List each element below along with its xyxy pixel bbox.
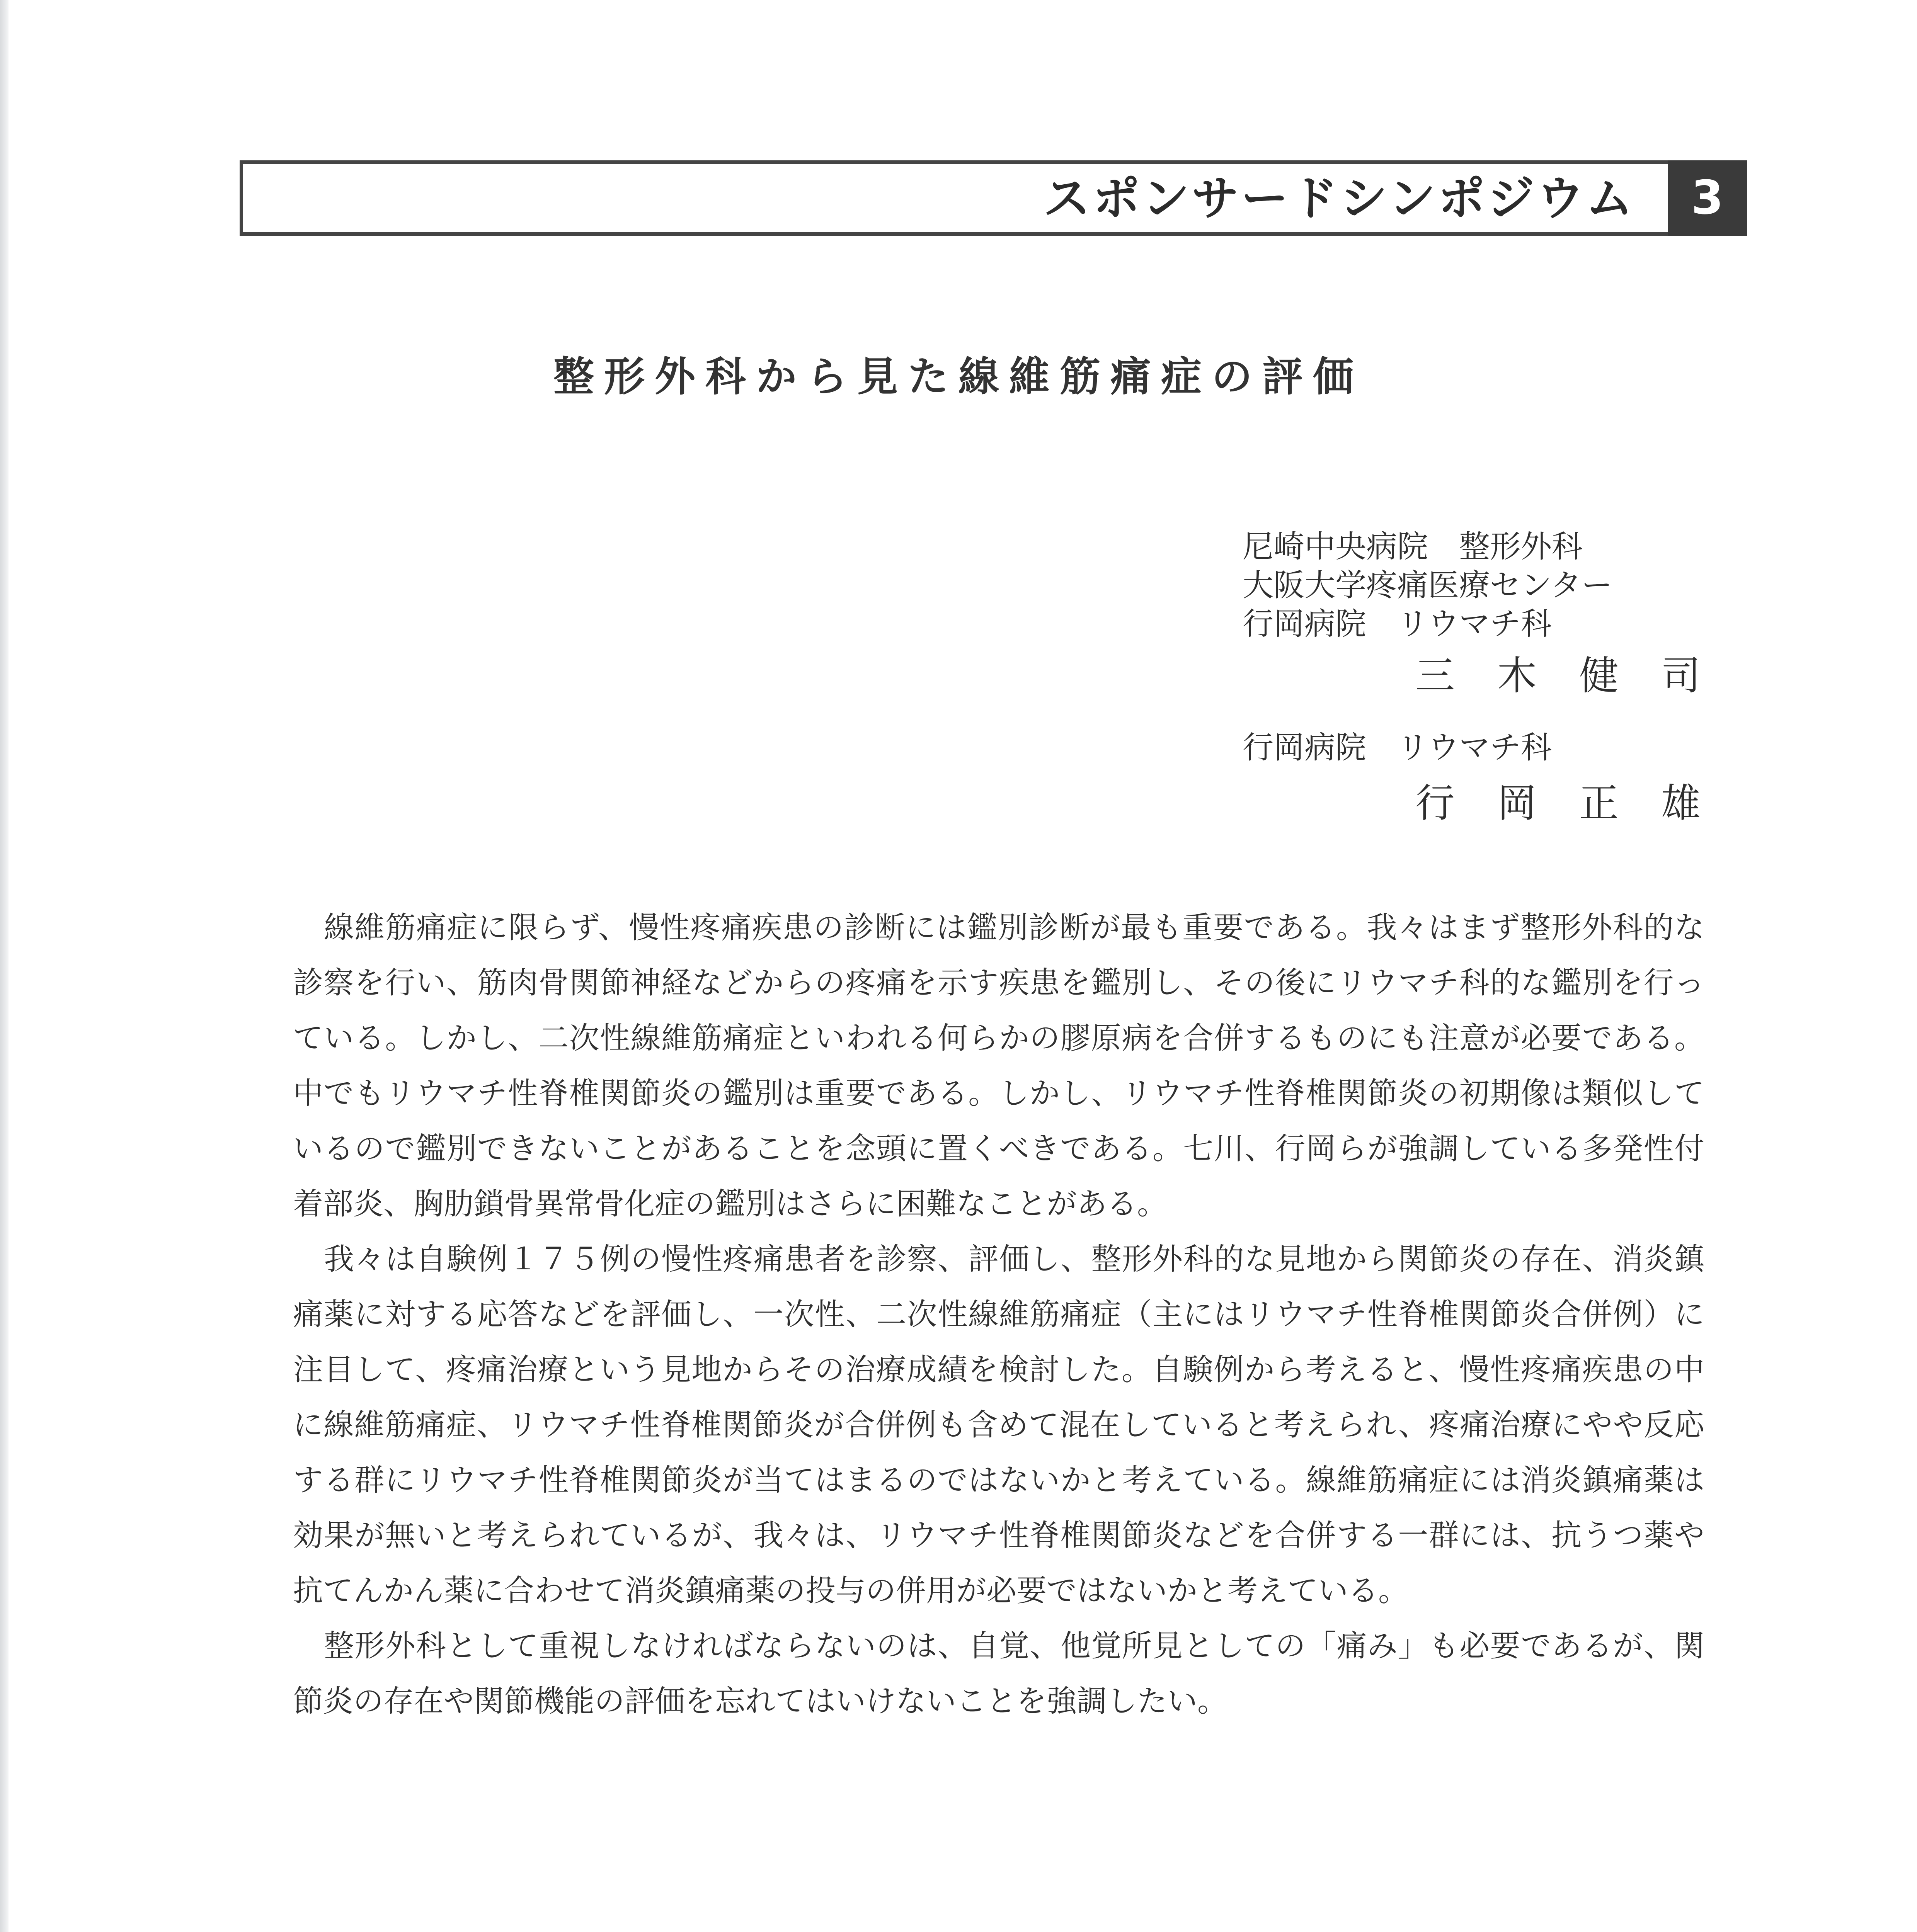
author-1-affiliation-2: 大阪大学疼痛医療センター [1243, 567, 1612, 603]
author-1-affiliation-1: 尼崎中央病院 整形外科 [1243, 529, 1583, 565]
author-2-name: 行岡正雄 [1415, 781, 1743, 827]
author-1-name: 三木健司 [1415, 653, 1743, 699]
page-edge [0, 0, 9, 1932]
banner-number-badge: 3 [1668, 160, 1747, 236]
abstract-paragraph: 整形外科として重視しなければならないのは、自覚、他覚所見としての「痛み」も必要であるが、関節炎の存在や関節機能の評価を忘れてはいけないことを強調したい。 [293, 1629, 1704, 1719]
abstract-paragraph: 線維筋痛症に限らず、慢性疼痛疾患の診断には鑑別診断が最も重要である。我々はまず整形外科的な診察を行い、筋肉骨関節神経などからの疼痛を示す疾患を鑑別し、その後にリウマチ科的な鑑別を行っている。しかし、二次性線維筋痛症といわれる何らかの膠原病を合併するものにも注意が必要である。中でもリウマチ性脊椎関節炎の鑑別は重要である。しかし、リウマチ性脊椎関節炎の初期像は類似しているので鑑別できないことがあることを念頭に置くべきである。七川、行岡らが強調している多発性付着部炎、胸肋鎖骨異常骨化症の鑑別はさらに困難なことがある。 [293, 910, 1704, 1221]
abstract-paragraph: 我々は自験例１７５例の慢性疼痛患者を診察、評価し、整形外科的な見地から関節炎の存在、消炎鎮痛薬に対する応答などを評価し、一次性、二次性線維筋痛症（主にはリウマチ性脊椎関節炎合併例）に注目して、疼痛治療という見地からその治療成績を検討した。自験例から考えると、慢性疼痛疾患の中に線維筋痛症、リウマチ性脊椎関節炎が合併例も含めて混在していると考えられ、疼痛治療にやや反応する群にリウマチ性脊椎関節炎が当てはまるのではないかと考えている。線維筋痛症には消炎鎮痛薬は効果が無いと考えられているが、我々は、リウマチ性脊椎関節炎などを合併する一群には、抗うつ薬や抗てんかん薬に合わせて消炎鎮痛薬の投与の併用が必要ではないかと考えている。 [293, 1242, 1704, 1608]
abstract-body [293, 900, 1704, 1729]
author-2-affiliation-1: 行岡病院 リウマチ科 [1243, 730, 1552, 765]
author-1-affiliation-3: 行岡病院 リウマチ科 [1243, 606, 1552, 642]
section-banner [240, 160, 1747, 236]
banner-label: スポンサードシンポジウム [1043, 171, 1635, 226]
article-title: 整形外科から見た線維筋痛症の評価 [553, 353, 1364, 400]
